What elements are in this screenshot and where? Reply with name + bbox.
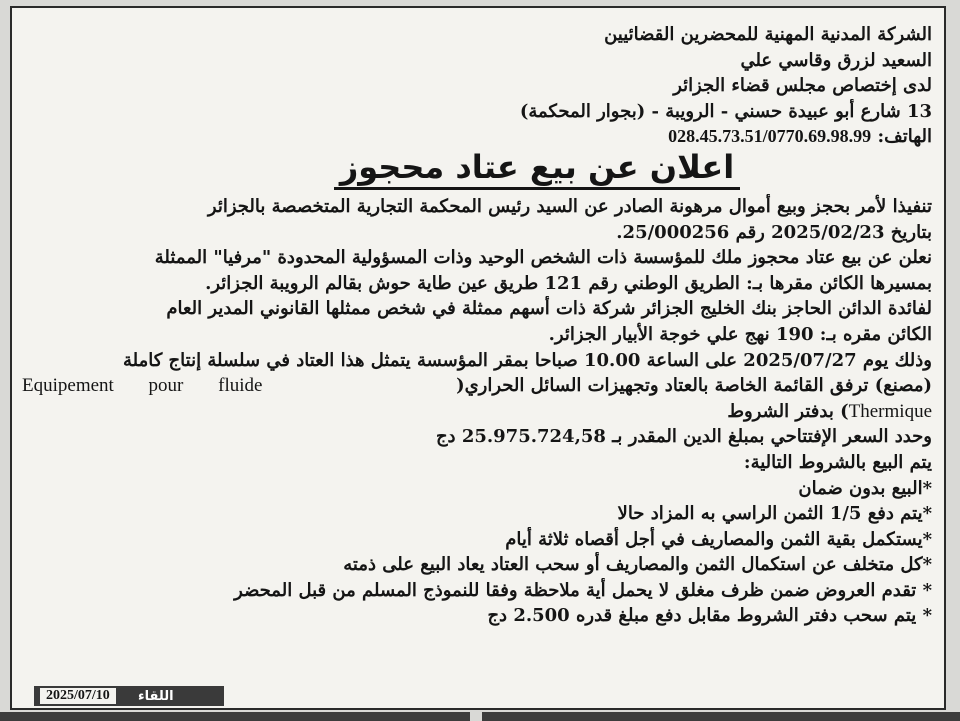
body-line-11: يتم البيع بالشروط التالية: <box>743 451 932 473</box>
body-line-7: وذلك يوم 2025/07/27 على الساعة 10.00 صباحا بمقر المؤسسة يتمثل هذا العتاد في سلسلة إنتاج كاملة <box>122 349 932 371</box>
jurisdiction: لدى إختصاص مجلس قضاء الجزائر <box>673 75 932 97</box>
condition-5: * تقدم العروض ضمن ظرف مغلق لا يحمل أية ملاحظة وفقا للنموذج المسلم من قبل المحضر <box>234 579 932 601</box>
page-edge-left <box>0 712 470 721</box>
condition-4: *كل متخلف عن استكمال الثمن والمصاريف أو سحب العتاد يعاد البيع على ذمته <box>343 554 932 576</box>
newspaper-footer <box>34 686 224 706</box>
phone-label: الهاتف: <box>877 126 932 148</box>
equipment-fr: Equipement pour fluide <box>22 375 263 397</box>
notice-text <box>22 22 932 629</box>
bailiff-names: السعيد لزرق وقاسي علي <box>740 49 932 71</box>
phone-value: 028.45.73.51/0770.69.98.99 <box>668 126 872 147</box>
conditions-book-ref: ) بدفتر الشروط <box>727 400 849 422</box>
publication-date: 2025/07/10 <box>40 688 116 704</box>
body-line-2: بتاريخ 2025/02/23 رقم 25/000256. <box>616 221 932 243</box>
body-line-1: تنفيذا لأمر بحجز وبيع أموال مرهونة الصادر عن السيد رئيس المحكمة التجارية المتخصصة بالجزائر <box>207 195 932 217</box>
condition-1: *البيع بدون ضمان <box>798 477 932 499</box>
body-line-8 <box>22 373 932 399</box>
condition-6: * يتم سحب دفتر الشروط مقابل دفع مبلغ قدره 2.500 دج <box>487 605 932 627</box>
notice-page <box>10 6 946 710</box>
title-wrap <box>22 148 932 190</box>
page-edge-right <box>482 712 960 721</box>
body-line-3: نعلن عن بيع عتاد محجوز ملك للمؤسسة ذات الشخص الوحيد وذات المسؤولية المحدودة "مرفيا" الممثلة <box>154 247 932 269</box>
body-line-9 <box>22 399 932 425</box>
equipment-list-ar: (مصنع) ترفق القائمة الخاصة بالعتاد وتجهيزات السائل الحراري( <box>456 375 932 397</box>
condition-2: *يتم دفع 1/5 الثمن الراسي به المزاد حالا <box>617 503 932 525</box>
condition-3: *يستكمل بقية الثمن والمصاريف في أجل أقصاه ثلاثة أيام <box>505 528 932 550</box>
newspaper-name: اللقاء <box>138 688 174 704</box>
body-line-5: لفائدة الدائن الحاجز بنك الخليج الجزائر شركة ذات أسهم ممثلة في شخص ممثلها القانوني المدير العام <box>166 298 932 320</box>
body-line-10: وحدد السعر الإفتتاحي بمبلغ الدين المقدر بـ 25.975.724,58 دج <box>435 426 932 448</box>
thermique-fr: Thermique <box>848 400 932 422</box>
notice-title: اعلان عن بيع عتاد محجوز <box>334 148 740 190</box>
body-line-4: بمسيرها الكائن مقرها بـ: الطريق الوطني رقم 121 طريق عين طاية حوش بقالم الرويبة الجزائر. <box>205 272 932 294</box>
phone-line <box>22 124 932 150</box>
office-address: 13 شارع أبو عبيدة حسني - الرويبة - (بجوار المحكمة) <box>519 100 932 122</box>
office-name: الشركة المدنية المهنية للمحضرين القضائيين <box>604 24 932 45</box>
body-line-6: الكائن مقره بـ: 190 نهج علي خوجة الأبيار الجزائر. <box>548 323 932 345</box>
